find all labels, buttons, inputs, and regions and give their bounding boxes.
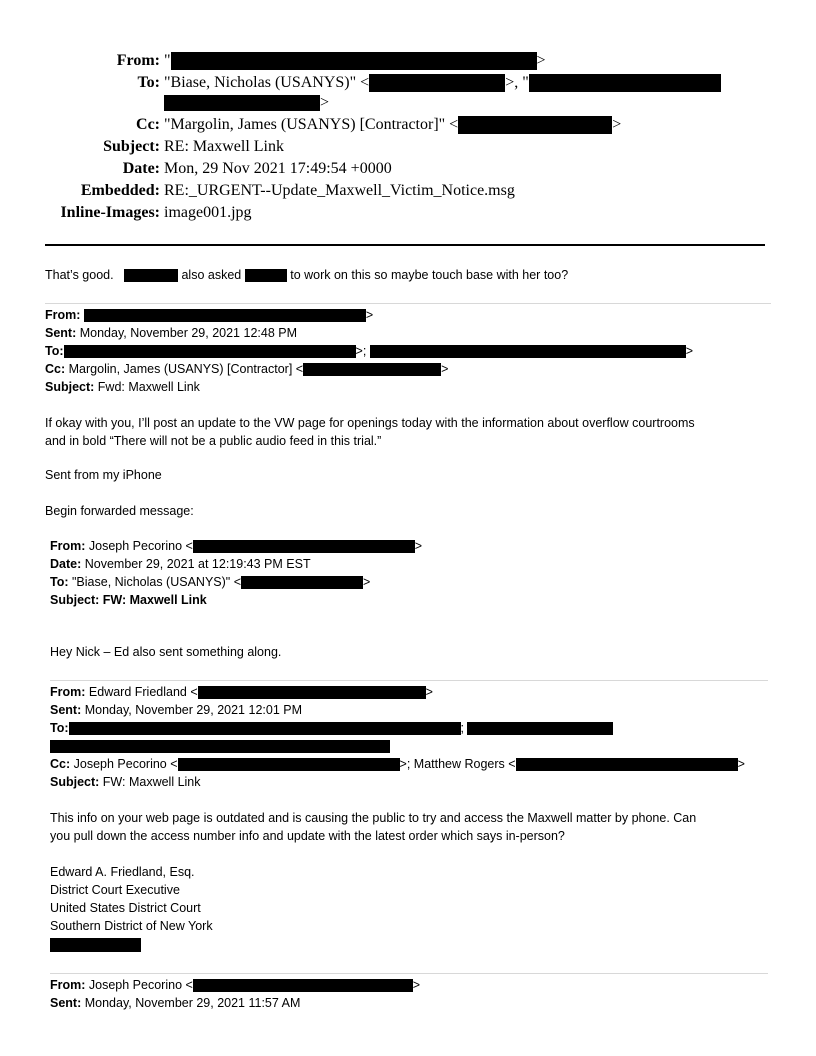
msg4-from-value: Joseph Pecorino < — [88, 978, 193, 992]
signature-title: District Court Executive — [50, 883, 180, 897]
msg3-from-label: From: — [50, 685, 86, 699]
angle-close: > — [363, 575, 371, 589]
msg3-subject-value: FW: Maxwell Link — [102, 775, 201, 789]
msg1-sent-line — [45, 324, 297, 342]
redaction-box — [171, 52, 537, 70]
msg3-subject-label: Subject: — [50, 775, 100, 789]
msg3-sent-label: Sent: — [50, 703, 82, 717]
msg3-cc-mid: >; Matthew Rogers < — [399, 757, 516, 771]
reply-text — [45, 266, 568, 284]
redaction-box — [245, 269, 287, 282]
quote-mark: " — [164, 52, 171, 69]
msg1-body-line: and in bold “There will not be a public audio feed in this trial.” — [45, 434, 382, 448]
msg2-to-value: "Biase, Nicholas (USANYS)" < — [72, 575, 242, 589]
angle-close: > — [612, 116, 622, 133]
header-to-row-cont — [0, 94, 816, 114]
header-subject-row — [0, 138, 816, 158]
msg1-subject-label: Subject: — [45, 380, 95, 394]
msg2-subject-value: FW: Maxwell Link — [102, 593, 207, 607]
msg3-cc-line — [50, 755, 745, 773]
redaction-box — [303, 363, 441, 376]
redaction-box — [369, 74, 505, 92]
header-to-value-cont — [164, 94, 329, 112]
header-inline-images-value: image001.jpg — [164, 204, 252, 221]
redaction-box — [193, 540, 415, 553]
redaction-box — [64, 345, 356, 358]
redaction-box — [178, 758, 400, 771]
signature-organization: United States District Court — [50, 901, 201, 915]
msg1-to-line — [45, 342, 693, 360]
msg4-from-label: From: — [50, 978, 86, 992]
header-divider — [45, 244, 765, 246]
message-divider — [50, 680, 768, 681]
angle-close: > — [365, 308, 374, 322]
msg3-cc-value: Joseph Pecorino < — [73, 757, 178, 771]
redaction-box — [370, 345, 686, 358]
msg3-body-line: This info on your web page is outdated and is causing the public to try and access the Maxwell matter by phone. Can — [50, 811, 697, 825]
msg2-date-value: November 29, 2021 at 12:19:43 PM EST — [84, 557, 311, 571]
header-to-row — [0, 74, 816, 94]
msg1-cc-value: Margolin, James (USANYS) [Contractor] < — [68, 362, 304, 376]
separator: ; — [460, 721, 464, 735]
msg1-cc-line — [45, 360, 448, 378]
redaction-box — [198, 686, 426, 699]
msg3-sent-line — [50, 701, 302, 719]
angle-close: > — [536, 52, 546, 69]
msg2-to-label: To: — [50, 575, 69, 589]
header-cc-value — [164, 116, 621, 134]
msg1-subject-value: Fwd: Maxwell Link — [97, 380, 200, 394]
redaction-box — [69, 722, 461, 735]
header-to-label: To: — [137, 74, 160, 91]
redaction-box — [50, 938, 141, 952]
separator: >, " — [505, 74, 529, 91]
msg2-to-line — [50, 573, 370, 591]
msg1-body-line: If okay with you, I’ll post an update to the VW page for openings today with the information about overflow courtrooms — [45, 416, 695, 430]
redaction-box — [84, 309, 366, 322]
redaction-box — [529, 74, 721, 92]
msg4-sent-line — [50, 994, 300, 1012]
cc-recipient-name: "Margolin, James (USANYS) [Contractor]" < — [164, 116, 459, 133]
header-embedded-row — [0, 182, 816, 202]
msg3-to-label: To: — [50, 721, 69, 735]
header-to-value — [164, 74, 721, 92]
msg1-subject-line — [45, 378, 200, 396]
msg3-sent-value: Monday, November 29, 2021 12:01 PM — [84, 703, 302, 717]
msg3-to-line-cont — [50, 737, 390, 755]
msg2-subject-line — [50, 591, 207, 609]
msg1-cc-label: Cc: — [45, 362, 66, 376]
angle-close: > — [320, 94, 330, 111]
msg2-subject-label: Subject: — [50, 593, 100, 607]
header-from-label: From: — [116, 52, 160, 69]
msg2-body: Hey Nick – Ed also sent something along. — [50, 645, 282, 659]
msg1-sent-label: Sent: — [45, 326, 77, 340]
redaction-box — [164, 95, 320, 111]
header-embedded-label: Embedded: — [80, 182, 160, 199]
msg2-date-line — [50, 555, 311, 573]
redaction-box — [124, 269, 178, 282]
reply-text-part: also asked — [181, 268, 242, 282]
header-embedded-value: RE:_URGENT--Update_Maxwell_Victim_Notice.msg — [164, 182, 515, 199]
redaction-box — [50, 740, 390, 753]
to-recipient-name: "Biase, Nicholas (USANYS)" < — [164, 74, 370, 91]
msg1-begin-forwarded: Begin forwarded message: — [45, 504, 194, 518]
msg3-to-line — [50, 719, 613, 737]
reply-text-part: That’s good. — [45, 268, 114, 282]
header-inline-images-row — [0, 204, 816, 224]
separator: >; — [355, 344, 367, 358]
msg1-from-label: From: — [45, 308, 81, 322]
angle-close: > — [414, 539, 423, 553]
msg3-cc-label: Cc: — [50, 757, 71, 771]
msg1-sent-from: Sent from my iPhone — [45, 468, 162, 482]
header-subject-label: Subject: — [103, 138, 160, 155]
msg2-from-label: From: — [50, 539, 86, 553]
reply-text-part: to work on this so maybe touch base with her too? — [290, 268, 569, 282]
header-from-value — [164, 52, 546, 70]
message-divider — [45, 303, 771, 304]
header-date-row — [0, 160, 816, 180]
msg1-sent-value: Monday, November 29, 2021 12:48 PM — [79, 326, 297, 340]
msg3-from-value: Edward Friedland < — [88, 685, 198, 699]
signature-name: Edward A. Friedland, Esq. — [50, 865, 195, 879]
msg3-from-line — [50, 683, 433, 701]
msg2-date-label: Date: — [50, 557, 82, 571]
angle-close: > — [441, 362, 449, 376]
msg1-from-line — [45, 306, 373, 324]
header-inline-images-label: Inline-Images: — [60, 204, 160, 221]
msg2-from-line — [50, 537, 422, 555]
header-date-value: Mon, 29 Nov 2021 17:49:54 +0000 — [164, 160, 392, 177]
msg2-from-value: Joseph Pecorino < — [88, 539, 193, 553]
msg3-subject-line — [50, 773, 201, 791]
header-subject-value: RE: Maxwell Link — [164, 138, 284, 155]
header-cc-row — [0, 116, 816, 136]
header-from-row — [0, 52, 816, 72]
msg4-sent-value: Monday, November 29, 2021 11:57 AM — [84, 996, 301, 1010]
angle-close: > — [425, 685, 433, 699]
header-date-label: Date: — [122, 160, 160, 177]
msg4-from-line — [50, 976, 420, 994]
angle-close: > — [685, 344, 694, 358]
redaction-box — [516, 758, 738, 771]
signature-district: Southern District of New York — [50, 919, 213, 933]
message-divider — [50, 973, 768, 974]
redaction-box — [241, 576, 363, 589]
header-cc-label: Cc: — [136, 116, 160, 133]
redaction-box — [467, 722, 613, 735]
msg4-sent-label: Sent: — [50, 996, 82, 1010]
angle-close: > — [412, 978, 421, 992]
msg3-body-line: you pull down the access number info and update with the latest order which says in-person? — [50, 829, 565, 843]
msg1-to-label: To: — [45, 344, 64, 358]
redaction-box — [458, 116, 612, 134]
angle-close: > — [737, 757, 745, 771]
redaction-box — [193, 979, 413, 992]
